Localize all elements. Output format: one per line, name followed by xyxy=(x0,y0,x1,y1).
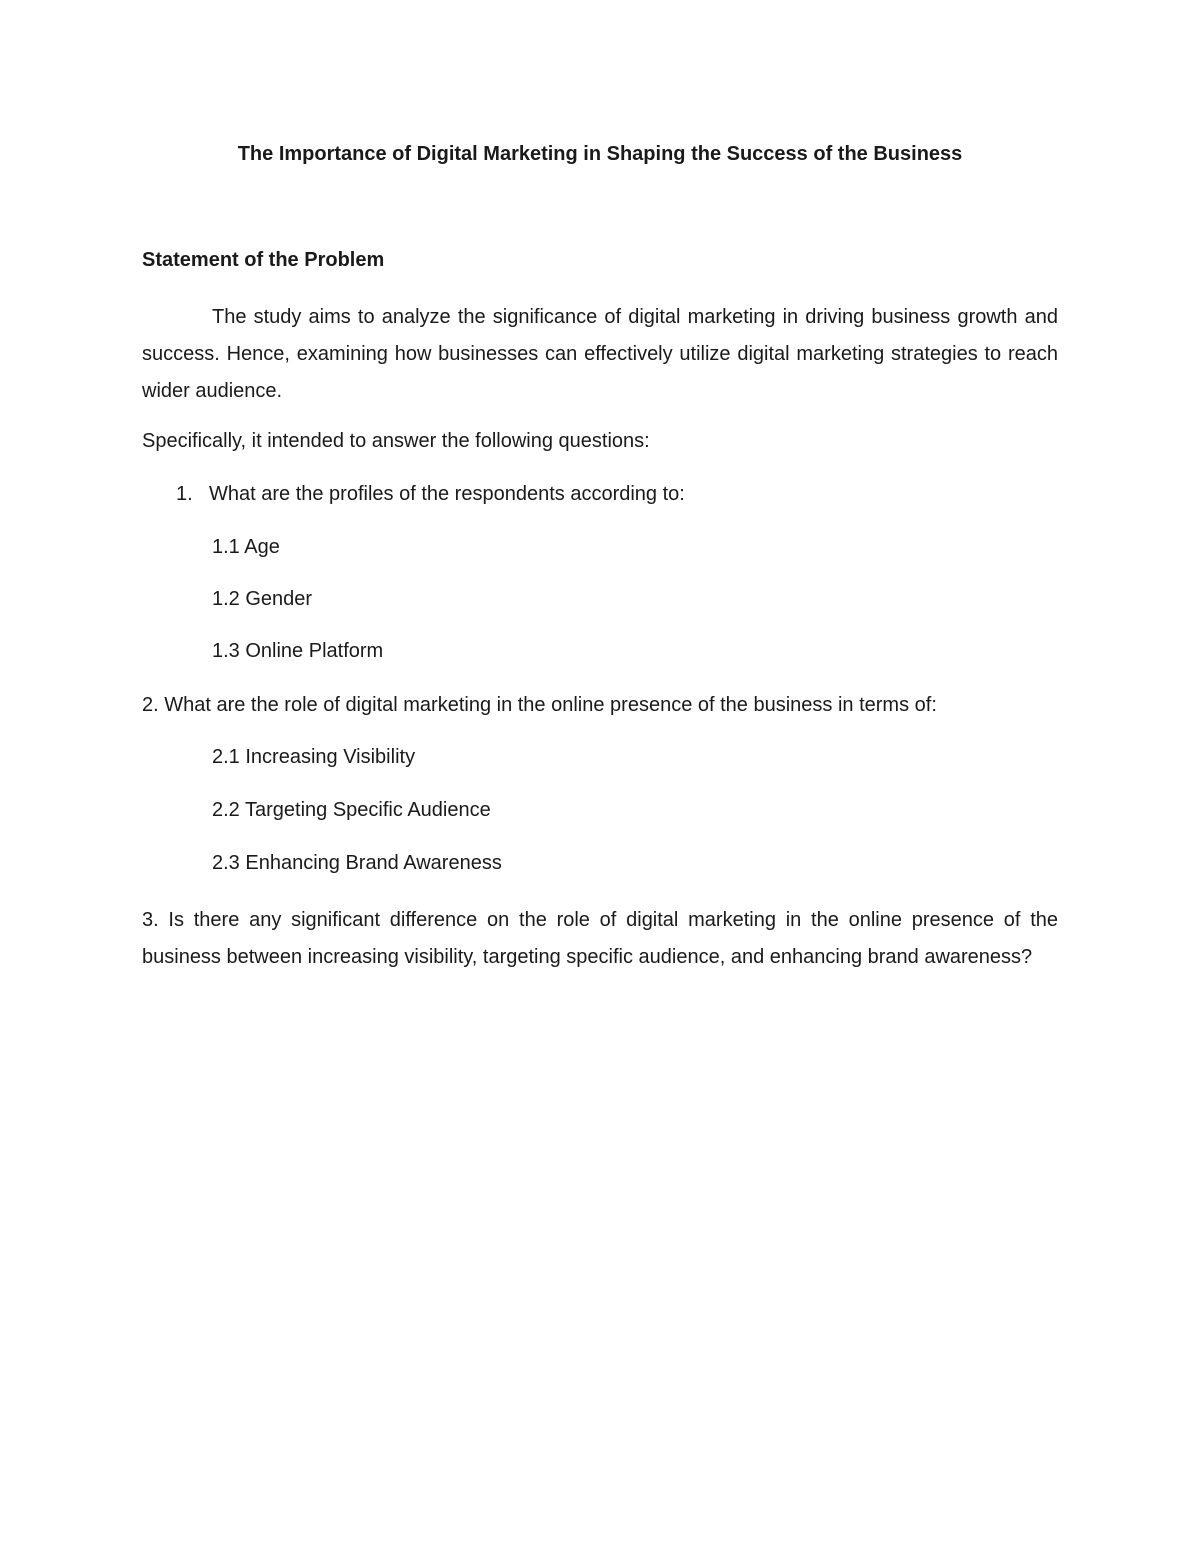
question-2: 2. What are the role of digital marketing in the online presence of the business in terms of: xyxy=(142,694,937,716)
question-1-text: What are the profiles of the respondents according to: xyxy=(209,483,685,505)
subitem-2-2: 2.2 Targeting Specific Audience xyxy=(212,799,491,821)
question-1 xyxy=(176,481,685,507)
subitem-2-3: 2.3 Enhancing Brand Awareness xyxy=(212,852,502,874)
subitem-1-2: 1.2 Gender xyxy=(212,588,313,610)
lead-in-text: Specifically, it intended to answer the following questions: xyxy=(142,430,650,452)
subitem-2-1: 2.1 Increasing Visibility xyxy=(212,746,416,768)
section-heading: Statement of the Problem xyxy=(142,249,385,271)
question-3: 3. Is there any significant difference on the role of digital marketing in the online presence of the business between increasing visibility, targeting specific audience, and enhancing brand awareness? xyxy=(142,909,1058,968)
subitem-1-1: 1.1 Age xyxy=(212,536,280,558)
subitem-1-3: 1.3 Online Platform xyxy=(212,640,384,662)
intro-paragraph: The study aims to analyze the significance of digital marketing in driving business growth and success. Hence, examining how businesses can effectively utilize digital marketing strategies to reach wider audience. xyxy=(142,306,1058,402)
question-1-number: 1. xyxy=(176,483,193,505)
document-title: The Importance of Digital Marketing in Shaping the Success of the Business xyxy=(237,143,963,165)
